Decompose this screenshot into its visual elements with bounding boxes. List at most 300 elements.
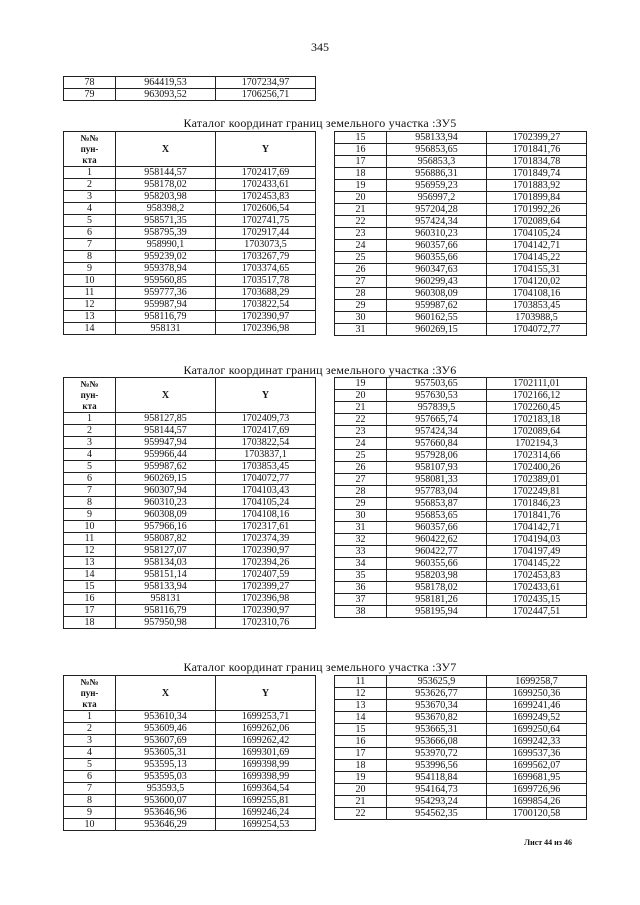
x-coordinate: 957660,84 bbox=[387, 438, 487, 450]
x-coordinate: 958087,82 bbox=[116, 533, 216, 545]
table-row bbox=[335, 570, 587, 582]
header-row bbox=[64, 378, 316, 413]
y-coordinate: 1702400,26 bbox=[487, 462, 587, 474]
coord-table-zu6-right bbox=[334, 377, 587, 618]
table-row bbox=[64, 425, 316, 437]
point-number: 20 bbox=[335, 784, 387, 796]
point-number: 5 bbox=[64, 461, 116, 473]
table-row bbox=[335, 426, 587, 438]
table-row bbox=[64, 473, 316, 485]
table-row bbox=[335, 712, 587, 724]
x-coordinate: 957665,74 bbox=[387, 414, 487, 426]
point-number: 8 bbox=[64, 497, 116, 509]
table-row bbox=[335, 748, 587, 760]
y-coordinate: 1701883,92 bbox=[487, 180, 587, 192]
x-coordinate: 953670,34 bbox=[387, 700, 487, 712]
x-coordinate: 958107,93 bbox=[387, 462, 487, 474]
y-coordinate: 1702417,69 bbox=[216, 425, 316, 437]
table-row bbox=[335, 558, 587, 570]
table-row bbox=[335, 300, 587, 312]
table-row bbox=[335, 676, 587, 688]
point-number: 14 bbox=[64, 323, 116, 335]
point-number: 37 bbox=[335, 594, 387, 606]
y-coordinate: 1699398,99 bbox=[216, 771, 316, 783]
y-coordinate: 1704108,16 bbox=[216, 509, 316, 521]
y-coordinate: 1702374,39 bbox=[216, 533, 316, 545]
y-coordinate: 1701834,78 bbox=[487, 156, 587, 168]
y-coordinate: 1701841,76 bbox=[487, 510, 587, 522]
y-coordinate: 1699398,99 bbox=[216, 759, 316, 771]
y-coordinate: 1702249,81 bbox=[487, 486, 587, 498]
table-row bbox=[335, 312, 587, 324]
point-number: 12 bbox=[64, 299, 116, 311]
x-coordinate: 960355,66 bbox=[387, 558, 487, 570]
table-row bbox=[64, 521, 316, 533]
x-coordinate: 958133,94 bbox=[387, 132, 487, 144]
y-coordinate: 1702260,45 bbox=[487, 402, 587, 414]
x-coordinate: 964419,53 bbox=[116, 77, 216, 89]
x-coordinate: 953595,13 bbox=[116, 759, 216, 771]
point-number: 23 bbox=[335, 426, 387, 438]
x-coordinate: 953996,56 bbox=[387, 760, 487, 772]
y-coordinate: 1704145,22 bbox=[487, 252, 587, 264]
coord-table-zu7-right bbox=[334, 675, 587, 820]
point-number: 5 bbox=[64, 215, 116, 227]
point-number: 21 bbox=[335, 204, 387, 216]
y-coordinate: 1704155,31 bbox=[487, 264, 587, 276]
table-row bbox=[335, 288, 587, 300]
table-row bbox=[335, 252, 587, 264]
section-title-zu7: Каталог координат границ земельного участка :ЗУ7 bbox=[183, 660, 457, 674]
x-coordinate: 957783,04 bbox=[387, 486, 487, 498]
table-row bbox=[335, 772, 587, 784]
point-number: 7 bbox=[64, 783, 116, 795]
y-coordinate: 1702390,97 bbox=[216, 311, 316, 323]
table-row bbox=[64, 437, 316, 449]
y-coordinate: 1704108,16 bbox=[487, 288, 587, 300]
point-number: 10 bbox=[64, 275, 116, 287]
point-number: 7 bbox=[64, 485, 116, 497]
point-number: 22 bbox=[335, 808, 387, 820]
table-row bbox=[64, 545, 316, 557]
x-coordinate: 959987,62 bbox=[387, 300, 487, 312]
table-row bbox=[64, 179, 316, 191]
x-coordinate: 957966,16 bbox=[116, 521, 216, 533]
table-row bbox=[64, 723, 316, 735]
x-coordinate: 954164,73 bbox=[387, 784, 487, 796]
point-number: 6 bbox=[64, 227, 116, 239]
point-number: 5 bbox=[64, 759, 116, 771]
table-row bbox=[335, 462, 587, 474]
x-coordinate: 958990,1 bbox=[116, 239, 216, 251]
point-number: 17 bbox=[335, 748, 387, 760]
point-number: 24 bbox=[335, 438, 387, 450]
y-coordinate: 1699562,07 bbox=[487, 760, 587, 772]
point-number: 34 bbox=[335, 558, 387, 570]
x-coordinate: 953605,31 bbox=[116, 747, 216, 759]
x-coordinate: 960310,23 bbox=[387, 228, 487, 240]
point-number: 1 bbox=[64, 167, 116, 179]
point-number: 22 bbox=[335, 216, 387, 228]
y-coordinate: 1704145,22 bbox=[487, 558, 587, 570]
table-row bbox=[64, 215, 316, 227]
y-coordinate: 1701992,26 bbox=[487, 204, 587, 216]
coord-table-zu6-left bbox=[63, 377, 316, 629]
table-row bbox=[64, 287, 316, 299]
section-title-zu6: Каталог координат границ земельного участка :ЗУ6 bbox=[183, 363, 457, 377]
x-coordinate: 958398,2 bbox=[116, 203, 216, 215]
point-number: 3 bbox=[64, 735, 116, 747]
table-row bbox=[335, 594, 587, 606]
table-row bbox=[335, 724, 587, 736]
y-coordinate: 1702435,15 bbox=[487, 594, 587, 606]
y-coordinate: 1699250,64 bbox=[487, 724, 587, 736]
point-number: 10 bbox=[64, 819, 116, 831]
table-row bbox=[335, 498, 587, 510]
point-number-header bbox=[64, 378, 116, 413]
point-number: 32 bbox=[335, 534, 387, 546]
point-number: 16 bbox=[64, 593, 116, 605]
x-coordinate: 958181,26 bbox=[387, 594, 487, 606]
point-number: 18 bbox=[64, 617, 116, 629]
y-coordinate: 1702396,98 bbox=[216, 593, 316, 605]
y-coordinate: 1703267,79 bbox=[216, 251, 316, 263]
x-header: X bbox=[116, 132, 216, 167]
header-line: пун- bbox=[80, 687, 99, 698]
y-coordinate: 1701841,76 bbox=[487, 144, 587, 156]
x-coordinate: 953607,69 bbox=[116, 735, 216, 747]
table-row bbox=[64, 203, 316, 215]
x-coordinate: 958133,94 bbox=[116, 581, 216, 593]
table-row bbox=[64, 251, 316, 263]
header-line: пун- bbox=[80, 143, 99, 154]
table-row bbox=[64, 795, 316, 807]
point-number: 29 bbox=[335, 498, 387, 510]
point-number: 16 bbox=[335, 144, 387, 156]
y-coordinate: 1704105,24 bbox=[487, 228, 587, 240]
x-coordinate: 953600,07 bbox=[116, 795, 216, 807]
page-number: 345 bbox=[311, 40, 329, 54]
point-number: 12 bbox=[64, 545, 116, 557]
point-number: 1 bbox=[64, 413, 116, 425]
x-coordinate: 958571,35 bbox=[116, 215, 216, 227]
y-coordinate: 1699262,06 bbox=[216, 723, 316, 735]
x-coordinate: 960422,77 bbox=[387, 546, 487, 558]
x-coordinate: 959947,94 bbox=[116, 437, 216, 449]
point-number-header bbox=[64, 132, 116, 167]
x-coordinate: 958127,85 bbox=[116, 413, 216, 425]
x-coordinate: 960269,15 bbox=[387, 324, 487, 336]
y-coordinate: 1699255,81 bbox=[216, 795, 316, 807]
x-coordinate: 956886,31 bbox=[387, 168, 487, 180]
point-number: 4 bbox=[64, 203, 116, 215]
table-row bbox=[64, 581, 316, 593]
point-number: 1 bbox=[64, 711, 116, 723]
y-coordinate: 1701899,84 bbox=[487, 192, 587, 204]
table-row bbox=[64, 227, 316, 239]
x-coordinate: 954562,35 bbox=[387, 808, 487, 820]
x-coordinate: 953610,34 bbox=[116, 711, 216, 723]
x-coordinate: 957630,53 bbox=[387, 390, 487, 402]
y-coordinate: 1699242,33 bbox=[487, 736, 587, 748]
x-coordinate: 957839,5 bbox=[387, 402, 487, 414]
x-coordinate: 958081,33 bbox=[387, 474, 487, 486]
table-row bbox=[64, 593, 316, 605]
y-coordinate: 1702089,64 bbox=[487, 216, 587, 228]
table-row bbox=[64, 617, 316, 629]
y-coordinate: 1704194,03 bbox=[487, 534, 587, 546]
table-row bbox=[64, 311, 316, 323]
x-coordinate: 959777,36 bbox=[116, 287, 216, 299]
y-coordinate: 1702194,3 bbox=[487, 438, 587, 450]
header-line: №№ bbox=[80, 676, 99, 687]
x-coordinate: 960162,55 bbox=[387, 312, 487, 324]
y-header: Y bbox=[216, 676, 316, 711]
x-coordinate: 959966,44 bbox=[116, 449, 216, 461]
x-coordinate: 958144,57 bbox=[116, 425, 216, 437]
point-number: 6 bbox=[64, 473, 116, 485]
x-header: X bbox=[116, 676, 216, 711]
x-coordinate: 959987,94 bbox=[116, 299, 216, 311]
y-coordinate: 1700120,58 bbox=[487, 808, 587, 820]
point-number: 27 bbox=[335, 474, 387, 486]
table-row bbox=[64, 735, 316, 747]
point-number: 9 bbox=[64, 263, 116, 275]
x-coordinate: 954118,84 bbox=[387, 772, 487, 784]
x-coordinate: 960357,66 bbox=[387, 240, 487, 252]
header-line: кта bbox=[82, 400, 97, 411]
y-coordinate: 1702433,61 bbox=[216, 179, 316, 191]
x-coordinate: 958195,94 bbox=[387, 606, 487, 618]
table-row bbox=[64, 747, 316, 759]
x-coordinate: 953625,9 bbox=[387, 676, 487, 688]
table-row bbox=[335, 522, 587, 534]
table-row bbox=[335, 760, 587, 772]
table-row bbox=[64, 485, 316, 497]
y-coordinate: 1702111,01 bbox=[487, 378, 587, 390]
y-coordinate: 1704142,71 bbox=[487, 522, 587, 534]
x-coordinate: 953593,5 bbox=[116, 783, 216, 795]
table-row bbox=[64, 807, 316, 819]
table-row bbox=[64, 191, 316, 203]
x-coordinate: 957503,65 bbox=[387, 378, 487, 390]
point-number: 22 bbox=[335, 414, 387, 426]
table-row bbox=[335, 736, 587, 748]
point-number: 6 bbox=[64, 771, 116, 783]
x-coordinate: 960308,09 bbox=[387, 288, 487, 300]
table-row bbox=[335, 796, 587, 808]
x-coordinate: 957424,34 bbox=[387, 216, 487, 228]
table-row bbox=[64, 497, 316, 509]
y-coordinate: 1699681,95 bbox=[487, 772, 587, 784]
table-row bbox=[335, 582, 587, 594]
point-number: 20 bbox=[335, 192, 387, 204]
coord-table-zu5-right bbox=[334, 131, 587, 336]
y-coordinate: 1699254,53 bbox=[216, 819, 316, 831]
y-coordinate: 1699726,96 bbox=[487, 784, 587, 796]
y-coordinate: 1704197,49 bbox=[487, 546, 587, 558]
y-coordinate: 1702453,83 bbox=[216, 191, 316, 203]
header-row bbox=[64, 676, 316, 711]
table-row bbox=[335, 784, 587, 796]
y-coordinate: 1703517,78 bbox=[216, 275, 316, 287]
y-coordinate: 1704105,24 bbox=[216, 497, 316, 509]
header-row bbox=[64, 132, 316, 167]
point-number: 13 bbox=[64, 557, 116, 569]
table-row bbox=[64, 77, 316, 89]
point-number: 19 bbox=[335, 378, 387, 390]
table-row bbox=[335, 378, 587, 390]
point-number: 21 bbox=[335, 796, 387, 808]
table-row bbox=[64, 323, 316, 335]
point-number-header bbox=[64, 676, 116, 711]
table-row bbox=[335, 808, 587, 820]
y-header: Y bbox=[216, 378, 316, 413]
point-number: 17 bbox=[335, 156, 387, 168]
y-coordinate: 1703822,54 bbox=[216, 437, 316, 449]
x-coordinate: 959987,62 bbox=[116, 461, 216, 473]
y-coordinate: 1702741,75 bbox=[216, 215, 316, 227]
table-row bbox=[335, 402, 587, 414]
y-coordinate: 1702606,54 bbox=[216, 203, 316, 215]
y-coordinate: 1703837,1 bbox=[216, 449, 316, 461]
y-coordinate: 1699246,24 bbox=[216, 807, 316, 819]
x-coordinate: 953595,03 bbox=[116, 771, 216, 783]
table-row bbox=[335, 450, 587, 462]
y-coordinate: 1699537,36 bbox=[487, 748, 587, 760]
x-coordinate: 958203,98 bbox=[116, 191, 216, 203]
x-coordinate: 958134,03 bbox=[116, 557, 216, 569]
y-coordinate: 1702183,18 bbox=[487, 414, 587, 426]
table-row bbox=[64, 461, 316, 473]
table-row bbox=[335, 546, 587, 558]
x-coordinate: 956853,65 bbox=[387, 144, 487, 156]
point-number: 9 bbox=[64, 807, 116, 819]
point-number: 25 bbox=[335, 252, 387, 264]
x-coordinate: 953609,46 bbox=[116, 723, 216, 735]
x-coordinate: 953670,82 bbox=[387, 712, 487, 724]
x-coordinate: 958178,02 bbox=[116, 179, 216, 191]
point-number: 15 bbox=[335, 132, 387, 144]
table-row bbox=[335, 414, 587, 426]
y-coordinate: 1702310,76 bbox=[216, 617, 316, 629]
table-row bbox=[64, 413, 316, 425]
point-number: 11 bbox=[64, 533, 116, 545]
y-coordinate: 1701849,74 bbox=[487, 168, 587, 180]
header-line: №№ bbox=[80, 132, 99, 143]
table-row bbox=[335, 390, 587, 402]
point-number: 19 bbox=[335, 772, 387, 784]
table-row bbox=[335, 168, 587, 180]
y-coordinate: 1703853,45 bbox=[487, 300, 587, 312]
point-number: 13 bbox=[64, 311, 116, 323]
header-line: кта bbox=[82, 698, 97, 709]
x-coordinate: 960357,66 bbox=[387, 522, 487, 534]
y-coordinate: 1699364,54 bbox=[216, 783, 316, 795]
x-coordinate: 960347,63 bbox=[387, 264, 487, 276]
x-coordinate: 958144,57 bbox=[116, 167, 216, 179]
point-number: 18 bbox=[335, 168, 387, 180]
point-number: 29 bbox=[335, 300, 387, 312]
x-coordinate: 953646,29 bbox=[116, 819, 216, 831]
point-number: 7 bbox=[64, 239, 116, 251]
y-coordinate: 1699241,46 bbox=[487, 700, 587, 712]
table-row bbox=[64, 449, 316, 461]
point-number: 78 bbox=[64, 77, 116, 89]
point-number: 2 bbox=[64, 179, 116, 191]
section-title-zu5: Каталог координат границ земельного участка :ЗУ5 bbox=[183, 116, 457, 130]
x-coordinate: 957204,28 bbox=[387, 204, 487, 216]
point-number: 14 bbox=[64, 569, 116, 581]
table-row bbox=[335, 156, 587, 168]
x-coordinate: 958116,79 bbox=[116, 605, 216, 617]
y-coordinate: 1707234,97 bbox=[216, 77, 316, 89]
x-coordinate: 960310,23 bbox=[116, 497, 216, 509]
table-row bbox=[335, 606, 587, 618]
table-row bbox=[335, 216, 587, 228]
x-coordinate: 960307,94 bbox=[116, 485, 216, 497]
point-number: 17 bbox=[64, 605, 116, 617]
point-number: 4 bbox=[64, 449, 116, 461]
point-number: 26 bbox=[335, 264, 387, 276]
x-coordinate: 958131 bbox=[116, 323, 216, 335]
y-coordinate: 1699262,42 bbox=[216, 735, 316, 747]
x-coordinate: 956853,87 bbox=[387, 498, 487, 510]
table-row bbox=[64, 569, 316, 581]
x-coordinate: 956997,2 bbox=[387, 192, 487, 204]
x-coordinate: 957424,34 bbox=[387, 426, 487, 438]
point-number: 79 bbox=[64, 89, 116, 101]
x-coordinate: 958203,98 bbox=[387, 570, 487, 582]
x-coordinate: 958178,02 bbox=[387, 582, 487, 594]
x-coordinate: 957928,06 bbox=[387, 450, 487, 462]
table-row bbox=[335, 192, 587, 204]
coord-table-zu5-left bbox=[63, 131, 316, 335]
y-coordinate: 1702407,59 bbox=[216, 569, 316, 581]
x-coordinate: 953646,96 bbox=[116, 807, 216, 819]
y-coordinate: 1704072,77 bbox=[216, 473, 316, 485]
y-coordinate: 1702399,27 bbox=[216, 581, 316, 593]
y-coordinate: 1703688,29 bbox=[216, 287, 316, 299]
point-number: 14 bbox=[335, 712, 387, 724]
table-row bbox=[64, 263, 316, 275]
point-number: 30 bbox=[335, 312, 387, 324]
y-coordinate: 1701846,23 bbox=[487, 498, 587, 510]
x-coordinate: 958131 bbox=[116, 593, 216, 605]
point-number: 24 bbox=[335, 240, 387, 252]
x-coordinate: 956959,23 bbox=[387, 180, 487, 192]
header-line: пун- bbox=[80, 389, 99, 400]
y-coordinate: 1702433,61 bbox=[487, 582, 587, 594]
x-coordinate: 957950,98 bbox=[116, 617, 216, 629]
point-number: 36 bbox=[335, 582, 387, 594]
x-coordinate: 959560,85 bbox=[116, 275, 216, 287]
point-number: 2 bbox=[64, 723, 116, 735]
table-row bbox=[335, 510, 587, 522]
point-number: 26 bbox=[335, 462, 387, 474]
table-row bbox=[64, 759, 316, 771]
x-coordinate: 960269,15 bbox=[116, 473, 216, 485]
y-coordinate: 1702390,97 bbox=[216, 605, 316, 617]
table-row bbox=[335, 688, 587, 700]
x-coordinate: 958116,79 bbox=[116, 311, 216, 323]
continuation-table bbox=[63, 76, 316, 101]
y-coordinate: 1704142,71 bbox=[487, 240, 587, 252]
point-number: 20 bbox=[335, 390, 387, 402]
point-number: 21 bbox=[335, 402, 387, 414]
y-coordinate: 1702417,69 bbox=[216, 167, 316, 179]
point-number: 16 bbox=[335, 736, 387, 748]
